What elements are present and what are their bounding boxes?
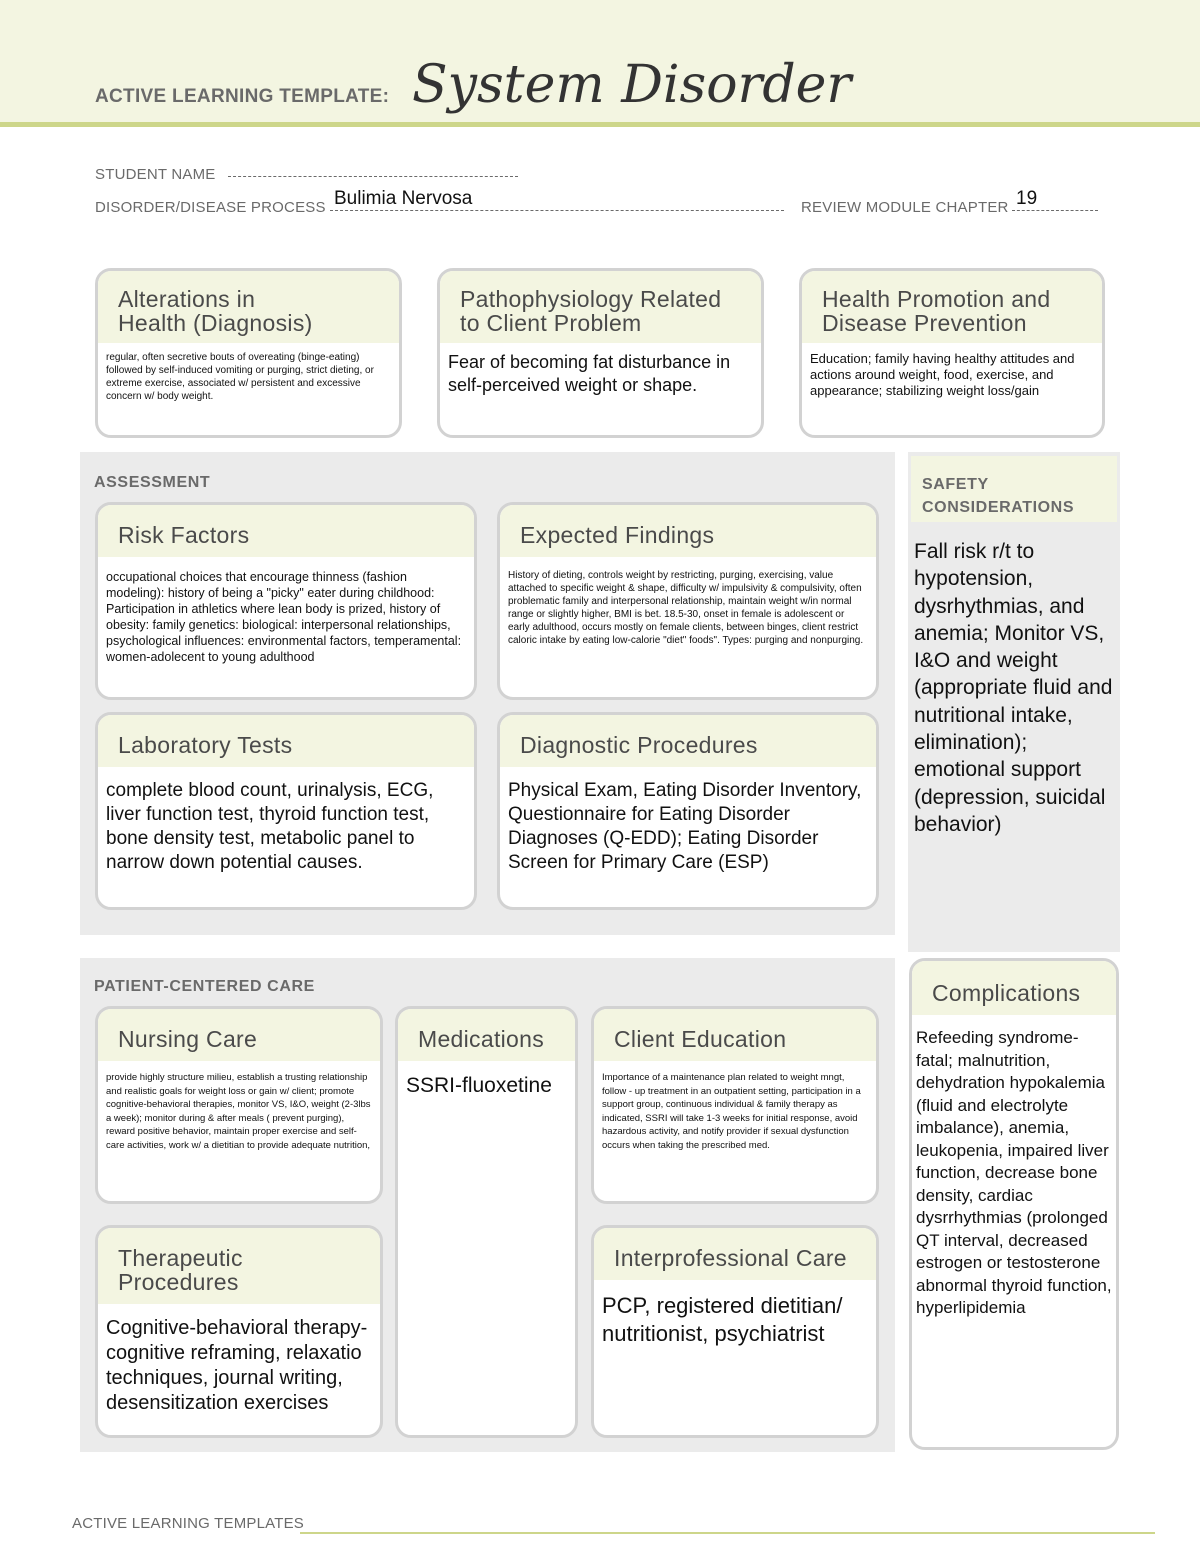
health-promotion-title-line2: Disease Prevention <box>822 310 1027 336</box>
alterations-body: regular, often secretive bouts of overeating (binge-eating) followed by self-induced vomiting or purging, strict dieting, or extreme exercise, associated w/ persistent and excessive concern w/ body weight. <box>106 352 374 402</box>
pathophysiology-heading <box>440 271 761 343</box>
risk-factors-body: occupational choices that encourage thinness (fashion modeling): history of being a "picky" eater during childhood: Participation in athletics where lean body is prized, history of obesity: family genetics: biological: interpersonal relationships, psychological influences: environmental factors, temperamental: women-adolecent to young adulthood <box>106 570 462 664</box>
template-title: System Disorder <box>412 55 852 115</box>
disorder-field[interactable]: Bulimia Nervosa <box>334 188 473 209</box>
disorder-line <box>330 210 784 211</box>
expected-findings-heading: Expected Findings <box>500 505 876 557</box>
health-promotion-body: Education; family having healthy attitudes and actions around weight, food, exercise, and appearance; stabilizing weight loss/gain <box>810 351 1075 398</box>
safety-title-line2: CONSIDERATIONS <box>922 499 1075 516</box>
risk-factors-box <box>95 502 477 700</box>
interprofessional-care-body: PCP, registered dietitian/ nutritionist, psychiatrist <box>602 1293 843 1346</box>
pathophysiology-title-line1: Pathophysiology Related <box>460 286 722 312</box>
diagnostic-procedures-heading: Diagnostic Procedures <box>500 715 876 767</box>
pathophysiology-body: Fear of becoming fat disturbance in self-perceived weight or shape. <box>448 352 731 395</box>
health-promotion-box <box>799 268 1105 438</box>
client-education-box <box>591 1006 879 1204</box>
nursing-care-heading: Nursing Care <box>98 1009 380 1061</box>
footer-text: ACTIVE LEARNING TEMPLATES <box>72 1515 304 1532</box>
chapter-field[interactable]: 19 <box>1016 188 1038 209</box>
client-education-heading: Client Education <box>594 1009 876 1061</box>
pathophysiology-box <box>437 268 764 438</box>
patient-centered-care-title: PATIENT-CENTERED CARE <box>94 978 315 995</box>
diagnostic-procedures-box <box>497 712 879 910</box>
complications-heading: Complications <box>912 961 1116 1015</box>
safety-title <box>922 473 1074 519</box>
header-divider <box>0 122 1200 127</box>
nursing-care-body: provide highly structure milieu, establish a trusting relationship and realistic goals for weight loss or gain w/ client; promote cognitive-behavioral therapies, monitor VS, I&O, weight (2-3lbs a week); monitor during & after meals ( prevent purging), reward positive behavior, maintain proper exercise and self-care activities, work w/ a dietitian to provide adequate nutrition, <box>106 1072 371 1151</box>
therapeutic-procedures-body: Cognitive-behavioral therapy- cognitive reframing, relaxatio techniques, journal writing, desensitization exercises <box>106 1317 368 1414</box>
laboratory-tests-body: complete blood count, urinalysis, ECG, liver function test, thyroid function test, bone density test, metabolic panel to narrow down potential causes. <box>106 780 434 873</box>
student-name-label: STUDENT NAME <box>95 166 216 183</box>
safety-body: Fall risk r/t to hypotension, dysrhythmias, and anemia; Monitor VS, I&O and weight (appropriate fluid and nutritional intake, elimination); emotional support (depression, suicidal behavior) <box>914 540 1113 836</box>
expected-findings-body: History of dieting, controls weight by restricting, purging, exercising, value attached to specific weight & shape, difficulty w/ impulsivity & compulsivity, often problematic family and interpersonal relationship, maintain weight w/in normal range or slightly higher, BMI is bet. 18.5-30, onset in female is adolescent or early adulthood, occurs mostly on female clients, between binges, client restrict caloric intake by eating low-calorie "diet" foods". Types: purging and nonpurging. <box>508 570 864 646</box>
health-promotion-title-line1: Health Promotion and <box>822 286 1051 312</box>
assessment-title: ASSESSMENT <box>94 474 211 491</box>
health-promotion-heading <box>802 271 1102 343</box>
student-name-line <box>228 176 518 177</box>
disorder-label: DISORDER/DISEASE PROCESS <box>95 199 326 216</box>
safety-title-line1: SAFETY <box>922 476 989 493</box>
risk-factors-heading: Risk Factors <box>98 505 474 557</box>
medications-box <box>395 1006 578 1438</box>
pathophysiology-title-line2: to Client Problem <box>460 310 642 336</box>
alterations-title-line2: Health (Diagnosis) <box>118 310 313 336</box>
nursing-care-box <box>95 1006 383 1204</box>
complications-body: Refeeding syndrome-fatal; malnutrition, dehydration hypokalemia (fluid and electrolyte imbalance), anemia, leukopenia, impaired liver function, decrease bone density, cardiac dysrrhythmias (prolonged QT interval, decreased estrogen or testosterone abnormal thyroid function, hyperlipidemia <box>916 1028 1112 1317</box>
chapter-label: REVIEW MODULE CHAPTER <box>801 199 1009 216</box>
diagnostic-procedures-body: Physical Exam, Eating Disorder Inventory, Questionnaire for Eating Disorder Diagnoses (Q-EDD); Eating Disorder Screen for Primary Care (ESP) <box>508 780 862 873</box>
template-label: ACTIVE LEARNING TEMPLATE: <box>95 86 390 107</box>
laboratory-tests-heading: Laboratory Tests <box>98 715 474 767</box>
laboratory-tests-box <box>95 712 477 910</box>
alterations-box <box>95 268 402 438</box>
medications-body: SSRI-fluoxetine <box>406 1074 552 1097</box>
complications-box <box>909 958 1119 1450</box>
alterations-heading <box>98 271 399 343</box>
chapter-line <box>1012 210 1098 211</box>
interprofessional-care-heading: Interprofessional Care <box>594 1228 876 1280</box>
interprofessional-care-box <box>591 1225 879 1438</box>
alterations-title-line1: Alterations in <box>118 286 256 312</box>
therapeutic-procedures-box <box>95 1225 383 1438</box>
footer-divider <box>300 1532 1155 1534</box>
medications-heading: Medications <box>398 1009 575 1061</box>
client-education-body: Importance of a maintenance plan related to weight mngt, follow - up treatment in an outpatient setting, participation in a support group, continuous individual & family therapy as indicated, SSRI will take 1-3 weeks for initial response, avoid hazardous activity, and notify provider if sexual dysfunction occurs when taking the prescribed med. <box>602 1072 861 1151</box>
therapeutic-procedures-heading: Therapeutic Procedures <box>98 1228 380 1304</box>
expected-findings-box <box>497 502 879 700</box>
